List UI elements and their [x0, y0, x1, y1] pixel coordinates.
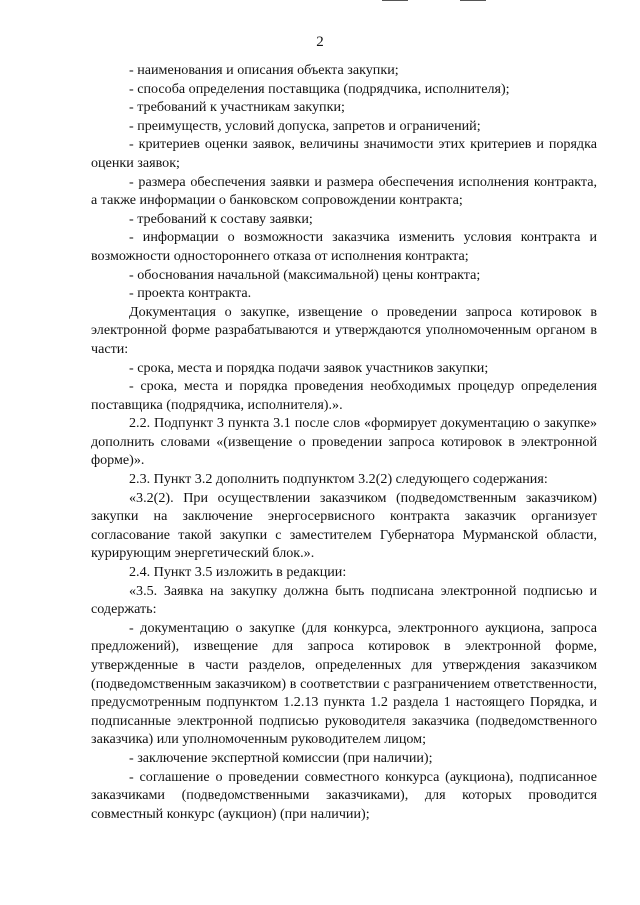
paragraph-section-2-4: 2.4. Пункт 3.5 изложить в редакции: — [129, 564, 347, 581]
paragraph-documentation-authority: Документация о закупке, извещение о проведении запроса котировок в электронной форме разрабатываются и утверждаются уполномоченным органом в части: — [91, 303, 597, 357]
paragraph-item-expert-conclusion: - заключение экспертной комиссии (при наличии); — [129, 749, 433, 766]
paragraph-item-price-justification: - обоснования начальной (максимальной) цены контракта; — [129, 266, 481, 283]
paragraph-clause-3-5: «3.5. Заявка на закупку должна быть подписана электронной подписью и содержать: — [91, 582, 597, 618]
scan-rule-left — [382, 0, 408, 1]
paragraph-item-application-content: - требований к составу заявки; — [129, 210, 313, 227]
paragraph-item-application-deadline: - срока, места и порядка подачи заявок участников закупки; — [129, 359, 489, 376]
paragraph-item-procedures: - срока, места и порядка проведения необходимых процедур определения поставщика (подрядчика, исполнителя).». — [91, 378, 597, 413]
scan-rule-right — [460, 0, 486, 1]
document-body — [91, 61, 597, 823]
paragraph-item-draft-contract: - проекта контракта. — [129, 285, 252, 302]
paragraph-item-supplier-method: - способа определения поставщика (подрядчика, исполнителя); — [129, 80, 510, 97]
paragraph-item-participant-requirements: - требований к участникам закупки; — [129, 99, 345, 116]
paragraph-section-2-2: 2.2. Подпункт 3 пункта 3.1 после слов «формирует документацию о закупке» дополнить словами «(извещение о проведении запроса котировок в электронной форме)». — [91, 415, 597, 469]
paragraph-item-criteria: - критериев оценки заявок, величины значимости этих критериев и порядка оценки заявок; — [91, 136, 597, 171]
paragraph-item-advantages: - преимуществ, условий допуска, запретов и ограничений; — [129, 117, 481, 134]
paragraph-item-object: - наименования и описания объекта закупки; — [129, 62, 399, 78]
paragraph-clause-3-2-2: «3.2(2). При осуществлении заказчиком (подведомственным заказчиком) закупки на заключение энергосервисного контракта заказчик организует согласование такой закупки с заместителем Губернатора Мурманской области, курирующим энергетический блок.». — [91, 489, 597, 562]
paragraph-item-contract-change: - информации о возможности заказчика изменить условия контракта и возможности одностороннего отказа от исполнения контракта; — [91, 229, 597, 264]
paragraph-item-documentation: - документацию о закупке (для конкурса, электронного аукциона, запроса предложений), извещение для запроса котировок в электронной форме, утвержденные в части разделов, определенных для утверждения заказчиком (подведомственным заказчиком) в соответствии с разграничением ответственности, предусмотренным подпунктом 1.2.13 пункта 1.2 раздела 1 настоящего Порядка, и подписанные электронной подписью руководителя заказчика (подведомственного заказчика) или уполномоченным руководителем лицом; — [91, 619, 597, 748]
paragraph-item-security: - размера обеспечения заявки и размера обеспечения исполнения контракта, а также информации о банковском сопровождении контракта; — [91, 173, 597, 209]
paragraph-item-joint-agreement: - соглашение о проведении совместного конкурса (аукциона), подписанное заказчиками (подведомственными заказчиками), для которых проводится совместный конкурс (аукцион) (при наличии); — [91, 768, 597, 822]
page-number: 2 — [316, 34, 324, 50]
paragraph-section-2-3: 2.3. Пункт 3.2 дополнить подпунктом 3.2(2) следующего содержания: — [129, 471, 548, 488]
